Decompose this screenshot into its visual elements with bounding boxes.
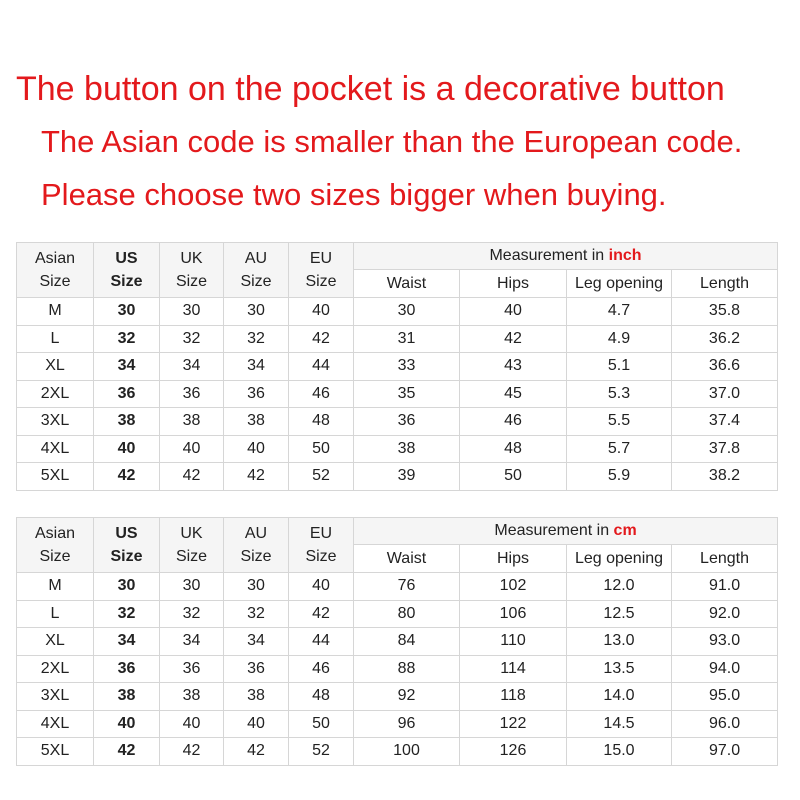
us-size-cell: 30 bbox=[94, 298, 160, 326]
header-hips: Hips bbox=[460, 545, 567, 573]
leg-opening-cell: 5.5 bbox=[567, 408, 672, 436]
leg-opening-cell: 14.5 bbox=[567, 710, 672, 738]
waist-cell: 80 bbox=[354, 600, 460, 628]
au-size-cell: 34 bbox=[224, 353, 289, 381]
header-hips: Hips bbox=[460, 270, 567, 298]
table-row bbox=[17, 463, 778, 491]
waist-cell: 76 bbox=[354, 573, 460, 601]
asian-size-cell: 5XL bbox=[17, 738, 94, 766]
uk-size-cell: 36 bbox=[160, 655, 224, 683]
waist-cell: 33 bbox=[354, 353, 460, 381]
header-waist: Waist bbox=[354, 545, 460, 573]
waist-cell: 84 bbox=[354, 628, 460, 656]
table-row bbox=[17, 738, 778, 766]
uk-size-cell: 32 bbox=[160, 325, 224, 353]
asian-size-cell: M bbox=[17, 573, 94, 601]
asian-size-cell: 4XL bbox=[17, 710, 94, 738]
au-size-cell: 32 bbox=[224, 325, 289, 353]
eu-size-cell: 42 bbox=[289, 600, 354, 628]
uk-size-cell: 36 bbox=[160, 380, 224, 408]
uk-size-cell: 40 bbox=[160, 710, 224, 738]
leg-opening-cell: 4.7 bbox=[567, 298, 672, 326]
length-cell: 35.8 bbox=[672, 298, 778, 326]
uk-size-cell: 34 bbox=[160, 353, 224, 381]
hips-cell: 42 bbox=[460, 325, 567, 353]
waist-cell: 30 bbox=[354, 298, 460, 326]
us-size-cell: 38 bbox=[94, 408, 160, 436]
leg-opening-cell: 5.3 bbox=[567, 380, 672, 408]
us-size-cell: 34 bbox=[94, 628, 160, 656]
header-au-size: AU Size bbox=[224, 243, 289, 298]
table-row bbox=[17, 380, 778, 408]
us-size-cell: 32 bbox=[94, 600, 160, 628]
waist-cell: 36 bbox=[354, 408, 460, 436]
header-asian-size: Asian Size bbox=[17, 518, 94, 573]
hips-cell: 106 bbox=[460, 600, 567, 628]
uk-size-cell: 30 bbox=[160, 298, 224, 326]
au-size-cell: 40 bbox=[224, 710, 289, 738]
us-size-cell: 40 bbox=[94, 710, 160, 738]
length-cell: 37.0 bbox=[672, 380, 778, 408]
eu-size-cell: 48 bbox=[289, 683, 354, 711]
length-cell: 93.0 bbox=[672, 628, 778, 656]
header-uk-size: UK Size bbox=[160, 243, 224, 298]
hips-cell: 45 bbox=[460, 380, 567, 408]
asian-size-cell: 2XL bbox=[17, 380, 94, 408]
leg-opening-cell: 4.9 bbox=[567, 325, 672, 353]
notice-choose-bigger: Please choose two sizes bigger when buying. bbox=[41, 177, 667, 212]
asian-size-cell: XL bbox=[17, 353, 94, 381]
length-cell: 36.2 bbox=[672, 325, 778, 353]
asian-size-cell: 4XL bbox=[17, 435, 94, 463]
uk-size-cell: 38 bbox=[160, 408, 224, 436]
waist-cell: 100 bbox=[354, 738, 460, 766]
au-size-cell: 34 bbox=[224, 628, 289, 656]
leg-opening-cell: 13.5 bbox=[567, 655, 672, 683]
hips-cell: 102 bbox=[460, 573, 567, 601]
uk-size-cell: 42 bbox=[160, 738, 224, 766]
hips-cell: 43 bbox=[460, 353, 567, 381]
asian-size-cell: L bbox=[17, 600, 94, 628]
table-row bbox=[17, 325, 778, 353]
uk-size-cell: 42 bbox=[160, 463, 224, 491]
leg-opening-cell: 12.5 bbox=[567, 600, 672, 628]
eu-size-cell: 48 bbox=[289, 408, 354, 436]
au-size-cell: 38 bbox=[224, 408, 289, 436]
hips-cell: 46 bbox=[460, 408, 567, 436]
leg-opening-cell: 14.0 bbox=[567, 683, 672, 711]
length-cell: 92.0 bbox=[672, 600, 778, 628]
leg-opening-cell: 5.7 bbox=[567, 435, 672, 463]
au-size-cell: 40 bbox=[224, 435, 289, 463]
hips-cell: 40 bbox=[460, 298, 567, 326]
header-us-size: US Size bbox=[94, 243, 160, 298]
size-table-inch bbox=[16, 242, 778, 491]
leg-opening-cell: 13.0 bbox=[567, 628, 672, 656]
measurement-title: Measurement in cm bbox=[354, 518, 778, 545]
eu-size-cell: 46 bbox=[289, 380, 354, 408]
header-length: Length bbox=[672, 545, 778, 573]
measurement-title: Measurement in inch bbox=[354, 243, 778, 270]
table-row bbox=[17, 408, 778, 436]
uk-size-cell: 32 bbox=[160, 600, 224, 628]
length-cell: 96.0 bbox=[672, 710, 778, 738]
asian-size-cell: XL bbox=[17, 628, 94, 656]
length-cell: 97.0 bbox=[672, 738, 778, 766]
header-eu-size: EU Size bbox=[289, 243, 354, 298]
table-row bbox=[17, 683, 778, 711]
eu-size-cell: 52 bbox=[289, 738, 354, 766]
au-size-cell: 42 bbox=[224, 738, 289, 766]
asian-size-cell: 5XL bbox=[17, 463, 94, 491]
notice-decorative-button: The button on the pocket is a decorative button bbox=[16, 70, 725, 108]
uk-size-cell: 40 bbox=[160, 435, 224, 463]
header-eu-size: EU Size bbox=[289, 518, 354, 573]
unit-label: inch bbox=[608, 247, 642, 264]
table-row bbox=[17, 353, 778, 381]
table-row bbox=[17, 435, 778, 463]
leg-opening-cell: 12.0 bbox=[567, 573, 672, 601]
header-us-size: US Size bbox=[94, 518, 160, 573]
au-size-cell: 30 bbox=[224, 573, 289, 601]
au-size-cell: 38 bbox=[224, 683, 289, 711]
length-cell: 38.2 bbox=[672, 463, 778, 491]
hips-cell: 48 bbox=[460, 435, 567, 463]
eu-size-cell: 40 bbox=[289, 298, 354, 326]
length-cell: 37.8 bbox=[672, 435, 778, 463]
au-size-cell: 42 bbox=[224, 463, 289, 491]
au-size-cell: 36 bbox=[224, 380, 289, 408]
hips-cell: 50 bbox=[460, 463, 567, 491]
table-row bbox=[17, 628, 778, 656]
length-cell: 91.0 bbox=[672, 573, 778, 601]
asian-size-cell: 3XL bbox=[17, 408, 94, 436]
table-row bbox=[17, 298, 778, 326]
header-leg-opening: Leg opening bbox=[567, 270, 672, 298]
eu-size-cell: 50 bbox=[289, 710, 354, 738]
us-size-cell: 40 bbox=[94, 435, 160, 463]
us-size-cell: 34 bbox=[94, 353, 160, 381]
waist-cell: 39 bbox=[354, 463, 460, 491]
waist-cell: 92 bbox=[354, 683, 460, 711]
header-length: Length bbox=[672, 270, 778, 298]
us-size-cell: 32 bbox=[94, 325, 160, 353]
hips-cell: 110 bbox=[460, 628, 567, 656]
header-waist: Waist bbox=[354, 270, 460, 298]
waist-cell: 38 bbox=[354, 435, 460, 463]
au-size-cell: 36 bbox=[224, 655, 289, 683]
eu-size-cell: 50 bbox=[289, 435, 354, 463]
length-cell: 95.0 bbox=[672, 683, 778, 711]
waist-cell: 31 bbox=[354, 325, 460, 353]
table-row bbox=[17, 573, 778, 601]
us-size-cell: 30 bbox=[94, 573, 160, 601]
us-size-cell: 42 bbox=[94, 738, 160, 766]
asian-size-cell: 3XL bbox=[17, 683, 94, 711]
uk-size-cell: 38 bbox=[160, 683, 224, 711]
au-size-cell: 30 bbox=[224, 298, 289, 326]
leg-opening-cell: 15.0 bbox=[567, 738, 672, 766]
leg-opening-cell: 5.1 bbox=[567, 353, 672, 381]
waist-cell: 88 bbox=[354, 655, 460, 683]
waist-cell: 96 bbox=[354, 710, 460, 738]
eu-size-cell: 52 bbox=[289, 463, 354, 491]
waist-cell: 35 bbox=[354, 380, 460, 408]
length-cell: 94.0 bbox=[672, 655, 778, 683]
table-row bbox=[17, 655, 778, 683]
us-size-cell: 36 bbox=[94, 655, 160, 683]
length-cell: 36.6 bbox=[672, 353, 778, 381]
uk-size-cell: 34 bbox=[160, 628, 224, 656]
eu-size-cell: 46 bbox=[289, 655, 354, 683]
leg-opening-cell: 5.9 bbox=[567, 463, 672, 491]
hips-cell: 114 bbox=[460, 655, 567, 683]
table-row bbox=[17, 600, 778, 628]
header-au-size: AU Size bbox=[224, 518, 289, 573]
size-table-cm bbox=[16, 517, 778, 766]
eu-size-cell: 44 bbox=[289, 353, 354, 381]
hips-cell: 122 bbox=[460, 710, 567, 738]
length-cell: 37.4 bbox=[672, 408, 778, 436]
header-asian-size: Asian Size bbox=[17, 243, 94, 298]
us-size-cell: 36 bbox=[94, 380, 160, 408]
table-row bbox=[17, 710, 778, 738]
asian-size-cell: M bbox=[17, 298, 94, 326]
asian-size-cell: L bbox=[17, 325, 94, 353]
eu-size-cell: 40 bbox=[289, 573, 354, 601]
asian-size-cell: 2XL bbox=[17, 655, 94, 683]
hips-cell: 126 bbox=[460, 738, 567, 766]
eu-size-cell: 42 bbox=[289, 325, 354, 353]
unit-label: cm bbox=[613, 522, 637, 539]
header-leg-opening: Leg opening bbox=[567, 545, 672, 573]
au-size-cell: 32 bbox=[224, 600, 289, 628]
hips-cell: 118 bbox=[460, 683, 567, 711]
eu-size-cell: 44 bbox=[289, 628, 354, 656]
us-size-cell: 42 bbox=[94, 463, 160, 491]
us-size-cell: 38 bbox=[94, 683, 160, 711]
uk-size-cell: 30 bbox=[160, 573, 224, 601]
notice-asian-code: The Asian code is smaller than the European code. bbox=[41, 124, 743, 159]
header-uk-size: UK Size bbox=[160, 518, 224, 573]
